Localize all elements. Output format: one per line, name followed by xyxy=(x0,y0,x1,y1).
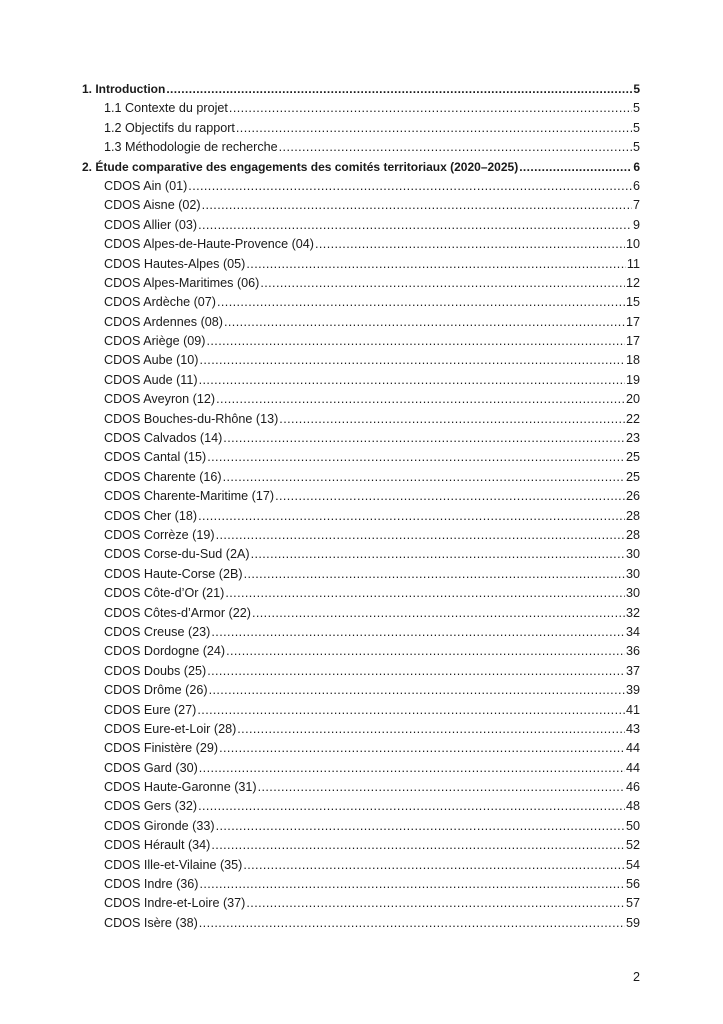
toc-dot-leader xyxy=(246,255,626,274)
toc-entry-title: CDOS Aube (10) xyxy=(104,353,199,368)
toc-entry-page-number: 44 xyxy=(625,760,640,775)
toc-entry-title: CDOS Cantal (15) xyxy=(104,450,207,465)
toc-entry-page-number: 9 xyxy=(632,217,640,232)
toc-subsection-entry[interactable] xyxy=(82,351,640,370)
toc-dot-leader xyxy=(236,119,632,138)
toc-subsection-entry[interactable] xyxy=(82,410,640,429)
toc-subsection-entry[interactable] xyxy=(82,856,640,875)
toc-entry-title: CDOS Calvados (14) xyxy=(104,431,223,446)
toc-entry-page-number: 10 xyxy=(625,237,640,252)
toc-dot-leader xyxy=(223,468,625,487)
toc-entry-title: CDOS Dordogne (24) xyxy=(104,644,226,659)
toc-subsection-entry[interactable] xyxy=(82,642,640,661)
toc-subsection-entry[interactable] xyxy=(82,778,640,797)
toc-entry-page-number: 41 xyxy=(625,702,640,717)
toc-dot-leader xyxy=(198,797,625,816)
toc-dot-leader xyxy=(275,487,625,506)
toc-entry-page-number: 32 xyxy=(625,605,640,620)
toc-subsection-entry[interactable] xyxy=(82,817,640,836)
toc-entry-title: CDOS Drôme (26) xyxy=(104,683,208,698)
toc-subsection-entry[interactable] xyxy=(82,623,640,642)
toc-entry-title: 1.3 Méthodologie de recherche xyxy=(104,140,278,155)
toc-dot-leader xyxy=(207,662,625,681)
toc-dot-leader xyxy=(226,642,625,661)
toc-entry-title: CDOS Aisne (02) xyxy=(104,198,201,213)
toc-subsection-entry[interactable] xyxy=(82,138,640,157)
toc-entry-title: CDOS Corse-du-Sud (2A) xyxy=(104,547,250,562)
toc-entry-page-number: 22 xyxy=(625,411,640,426)
toc-subsection-entry[interactable] xyxy=(82,390,640,409)
toc-dot-leader xyxy=(244,565,625,584)
toc-entry-title: CDOS Haute-Garonne (31) xyxy=(104,780,257,795)
toc-subsection-entry[interactable] xyxy=(82,119,640,138)
toc-entry-page-number: 34 xyxy=(625,624,640,639)
toc-section-entry[interactable] xyxy=(82,158,640,177)
toc-dot-leader xyxy=(216,817,625,836)
toc-entry-title: CDOS Hautes-Alpes (05) xyxy=(104,256,246,271)
toc-entry-page-number: 46 xyxy=(625,780,640,795)
toc-dot-leader xyxy=(202,196,632,215)
toc-subsection-entry[interactable] xyxy=(82,739,640,758)
toc-subsection-entry[interactable] xyxy=(82,914,640,933)
toc-entry-page-number: 36 xyxy=(625,644,640,659)
toc-entry-title: CDOS Haute-Corse (2B) xyxy=(104,566,243,581)
toc-dot-leader xyxy=(216,390,625,409)
toc-entry-page-number: 17 xyxy=(625,334,640,349)
toc-entry-page-number: 52 xyxy=(625,838,640,853)
table-of-contents xyxy=(82,80,640,933)
toc-subsection-entry[interactable] xyxy=(82,681,640,700)
toc-entry-page-number: 20 xyxy=(625,392,640,407)
toc-entry-page-number: 5 xyxy=(632,120,640,135)
toc-dot-leader xyxy=(207,332,625,351)
toc-entry-page-number: 5 xyxy=(632,101,640,116)
page-number: 2 xyxy=(632,970,640,984)
toc-subsection-entry[interactable] xyxy=(82,584,640,603)
toc-entry-page-number: 59 xyxy=(625,915,640,930)
toc-subsection-entry[interactable] xyxy=(82,875,640,894)
toc-entry-page-number: 30 xyxy=(625,586,640,601)
toc-dot-leader xyxy=(209,681,625,700)
toc-entry-title: CDOS Ille-et-Vilaine (35) xyxy=(104,857,243,872)
toc-entry-title: CDOS Alpes-Maritimes (06) xyxy=(104,275,260,290)
toc-entry-page-number: 19 xyxy=(625,372,640,387)
toc-entry-page-number: 7 xyxy=(632,198,640,213)
toc-entry-page-number: 5 xyxy=(633,82,640,96)
toc-dot-leader xyxy=(188,177,632,196)
toc-dot-leader xyxy=(223,429,625,448)
toc-entry-page-number: 25 xyxy=(625,450,640,465)
toc-entry-page-number: 15 xyxy=(625,295,640,310)
toc-entry-title: CDOS Ariège (09) xyxy=(104,334,206,349)
toc-subsection-entry[interactable] xyxy=(82,487,640,506)
toc-dot-leader xyxy=(279,138,632,157)
toc-subsection-entry[interactable] xyxy=(82,371,640,390)
toc-dot-leader xyxy=(199,759,625,778)
toc-dot-leader xyxy=(519,158,632,177)
toc-dot-leader xyxy=(198,216,632,235)
toc-entry-page-number: 28 xyxy=(625,527,640,542)
toc-entry-title: CDOS Indre (36) xyxy=(104,877,199,892)
toc-dot-leader xyxy=(211,623,625,642)
toc-entry-title: CDOS Isère (38) xyxy=(104,915,198,930)
toc-dot-leader xyxy=(279,410,625,429)
toc-entry-page-number: 6 xyxy=(633,159,640,174)
toc-subsection-entry[interactable] xyxy=(82,468,640,487)
toc-entry-page-number: 44 xyxy=(625,741,640,756)
toc-entry-title: CDOS Alpes-de-Haute-Provence (04) xyxy=(104,237,314,252)
toc-subsection-entry[interactable] xyxy=(82,545,640,564)
toc-entry-title: CDOS Ardennes (08) xyxy=(104,314,223,329)
toc-dot-leader xyxy=(199,875,625,894)
toc-section-entry[interactable] xyxy=(82,80,640,99)
toc-subsection-entry[interactable] xyxy=(82,797,640,816)
toc-subsection-entry[interactable] xyxy=(82,565,640,584)
toc-entry-page-number: 37 xyxy=(625,663,640,678)
toc-subsection-entry[interactable] xyxy=(82,177,640,196)
toc-entry-title: 2. Étude comparative des engagements des comités territoriaux (2020–2025) xyxy=(82,159,519,174)
toc-entry-page-number: 30 xyxy=(625,566,640,581)
toc-entry-page-number: 57 xyxy=(625,896,640,911)
toc-dot-leader xyxy=(211,836,625,855)
toc-entry-title: CDOS Hérault (34) xyxy=(104,838,211,853)
toc-subsection-entry[interactable] xyxy=(82,255,640,274)
toc-subsection-entry[interactable] xyxy=(82,332,640,351)
toc-entry-title: CDOS Bouches-du-Rhône (13) xyxy=(104,411,279,426)
toc-subsection-entry[interactable] xyxy=(82,720,640,739)
toc-subsection-entry[interactable] xyxy=(82,235,640,254)
toc-dot-leader xyxy=(252,604,625,623)
toc-subsection-entry[interactable] xyxy=(82,99,640,118)
toc-subsection-entry[interactable] xyxy=(82,526,640,545)
toc-subsection-entry[interactable] xyxy=(82,313,640,332)
toc-dot-leader xyxy=(258,778,625,797)
toc-entry-title: CDOS Gers (32) xyxy=(104,799,198,814)
toc-entry-title: 1. Introduction xyxy=(82,82,166,96)
toc-entry-title: CDOS Cher (18) xyxy=(104,508,198,523)
toc-entry-page-number: 6 xyxy=(632,178,640,193)
toc-subsection-entry[interactable] xyxy=(82,274,640,293)
toc-dot-leader xyxy=(197,701,625,720)
toc-subsection-entry[interactable] xyxy=(82,662,640,681)
toc-entry-page-number: 12 xyxy=(625,275,640,290)
toc-entry-title: CDOS Côtes-d’Armor (22) xyxy=(104,605,251,620)
toc-subsection-entry[interactable] xyxy=(82,894,640,913)
toc-dot-leader xyxy=(260,274,625,293)
toc-dot-leader xyxy=(199,914,625,933)
toc-entry-page-number: 28 xyxy=(625,508,640,523)
toc-dot-leader xyxy=(229,99,632,118)
toc-entry-page-number: 39 xyxy=(625,683,640,698)
toc-dot-leader xyxy=(243,856,625,875)
toc-entry-page-number: 54 xyxy=(625,857,640,872)
toc-entry-title: CDOS Aveyron (12) xyxy=(104,392,216,407)
toc-subsection-entry[interactable] xyxy=(82,293,640,312)
toc-entry-title: CDOS Gironde (33) xyxy=(104,818,215,833)
toc-subsection-entry[interactable] xyxy=(82,448,640,467)
toc-dot-leader xyxy=(217,293,625,312)
toc-entry-page-number: 23 xyxy=(625,431,640,446)
toc-dot-leader xyxy=(224,313,625,332)
toc-subsection-entry[interactable] xyxy=(82,429,640,448)
toc-entry-title: CDOS Aude (11) xyxy=(104,372,198,387)
toc-subsection-entry[interactable] xyxy=(82,216,640,235)
toc-entry-page-number: 56 xyxy=(625,877,640,892)
toc-subsection-entry[interactable] xyxy=(82,507,640,526)
toc-entry-title: CDOS Finistère (29) xyxy=(104,741,219,756)
toc-entry-title: 1.1 Contexte du projet xyxy=(104,101,228,116)
toc-entry-page-number: 48 xyxy=(625,799,640,814)
toc-entry-title: CDOS Ain (01) xyxy=(104,178,188,193)
toc-dot-leader xyxy=(207,448,625,467)
toc-subsection-entry[interactable] xyxy=(82,836,640,855)
toc-dot-leader xyxy=(225,584,625,603)
toc-entry-title: CDOS Charente (16) xyxy=(104,469,222,484)
toc-subsection-entry[interactable] xyxy=(82,196,640,215)
toc-dot-leader xyxy=(198,507,625,526)
toc-dot-leader xyxy=(237,720,625,739)
toc-dot-leader xyxy=(219,739,625,758)
toc-dot-leader xyxy=(216,526,625,545)
toc-dot-leader xyxy=(251,545,625,564)
toc-entry-title: CDOS Ardèche (07) xyxy=(104,295,216,310)
toc-entry-title: CDOS Eure (27) xyxy=(104,702,197,717)
toc-entry-title: 1.2 Objectifs du rapport xyxy=(104,120,235,135)
toc-entry-title: CDOS Eure-et-Loir (28) xyxy=(104,721,237,736)
toc-entry-page-number: 50 xyxy=(625,818,640,833)
toc-entry-title: CDOS Creuse (23) xyxy=(104,624,211,639)
toc-entry-title: CDOS Allier (03) xyxy=(104,217,198,232)
toc-dot-leader xyxy=(199,371,625,390)
toc-entry-title: CDOS Corrèze (19) xyxy=(104,527,215,542)
toc-entry-page-number: 30 xyxy=(625,547,640,562)
toc-entry-page-number: 43 xyxy=(625,721,640,736)
toc-dot-leader xyxy=(166,80,632,99)
toc-entry-title: CDOS Gard (30) xyxy=(104,760,198,775)
toc-entry-title: CDOS Doubs (25) xyxy=(104,663,207,678)
toc-entry-title: CDOS Charente-Maritime (17) xyxy=(104,489,275,504)
toc-subsection-entry[interactable] xyxy=(82,604,640,623)
toc-subsection-entry[interactable] xyxy=(82,701,640,720)
toc-dot-leader xyxy=(246,894,625,913)
toc-entry-page-number: 25 xyxy=(625,469,640,484)
toc-entry-page-number: 26 xyxy=(625,489,640,504)
toc-entry-title: CDOS Indre-et-Loire (37) xyxy=(104,896,246,911)
toc-dot-leader xyxy=(200,351,625,370)
toc-entry-page-number: 5 xyxy=(632,140,640,155)
toc-dot-leader xyxy=(315,235,625,254)
toc-entry-title: CDOS Côte-d’Or (21) xyxy=(104,586,225,601)
toc-entry-page-number: 18 xyxy=(625,353,640,368)
toc-entry-page-number: 11 xyxy=(626,256,640,271)
toc-entry-page-number: 17 xyxy=(625,314,640,329)
toc-subsection-entry[interactable] xyxy=(82,759,640,778)
